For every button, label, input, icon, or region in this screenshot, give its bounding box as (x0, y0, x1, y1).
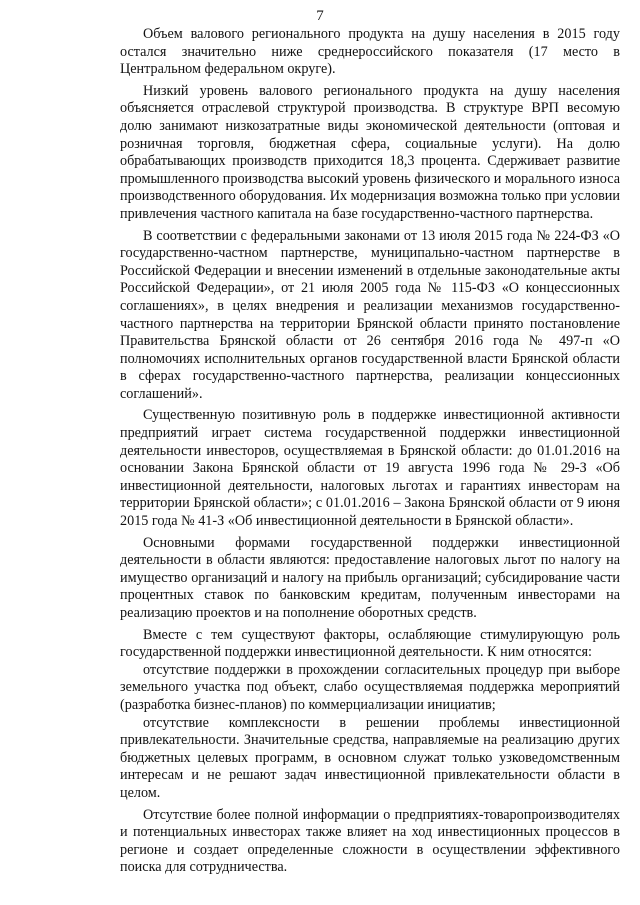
document-body (120, 26, 620, 881)
paragraph-factor-land-procedures: отсутствие поддержки в прохождении согласительных процедур при выборе земельного участка под объект, слабо осуществляемая поддержка мероприятий (разработка бизнес-планов) по коммерциализации инициатив; (120, 661, 620, 713)
paragraph-support-forms: Основными формами государственной поддержки инвестиционной деятельности в области являются: предоставление налоговых льгот по налогу на имущество организаций и налогу на прибыль организаций; субсидирование части процентных ставок по банковским кредитам, полученным инвесторами на реализацию проектов и на пополнение оборотных средств. (120, 534, 620, 621)
paragraph-ppp-legislation: В соответствии с федеральными законами от 13 июля 2015 года № 224-ФЗ «О государственно-частном партнерстве, муниципально-частном партнерстве в Российской Федерации и внесении изменений в отдельные законодательные акты Российской Федерации», от 21 июля 2005 года № 115-ФЗ «О концессионных соглашениях», в целях внедрения и реализации механизмов государственно-частного партнерства на территории Брянской области принято постановление Правительства Брянской области от 26 сентября 2016 года № 497-п «О полномочиях исполнительных органов государственной власти Брянской области в сферах государственно-частного партнерства, реализации концессионных соглашений». (120, 227, 620, 402)
paragraph-weakening-factors: Вместе с тем существуют факторы, ослабляющие стимулирующую роль государственной поддержки инвестиционной деятельности. К ним относятся: (120, 626, 620, 661)
paragraph-information-gap: Отсутствие более полной информации о предприятиях-товаропроизводителях и потенциальных инвесторах также влияет на ход инвестиционных процессов в регионе и создает определенные сложности в осуществлении эффективного поиска для сотрудничества. (120, 806, 620, 876)
paragraph-factor-lack-of-complexity: отсутствие комплексности в решении проблемы инвестиционной привлекательности. Значительные средства, направляемые на реализацию других бюджетных целевых программ, в основном служат только узковедомственным интересам и не решают задач инвестиционной привлекательности области в целом. (120, 714, 620, 801)
page-number: 7 (316, 8, 324, 24)
paragraph-state-support-system: Существенную позитивную роль в поддержке инвестиционной активности предприятий играет система государственной поддержки инвестиционной деятельности инвесторов, осуществляемая в Брянской области: до 01.01.2016 на основании Закона Брянской области от 19 августа 1996 года № 29-З «Об инвестиционной деятельности, налоговых льготах и гарантиях инвесторам на территории Брянской области»; с 01.01.2016 – Закона Брянской области от 9 июня 2015 года № 41-З «Об инвестиционной деятельности в Брянской области». (120, 407, 620, 530)
paragraph-industry-structure: Низкий уровень валового регионального продукта на душу населения объясняется отраслевой структурой производства. В структуре ВРП весомую долю занимают низкозатратные виды экономической деятельности (оптовая и розничная торговля, бюджетная сфера, социальные услуги). На долю обрабатывающих производств приходится 18,3 процента. Сдерживает развитие промышленного производства высокий уровень физического и морального износа производственного оборудования. Их модернизация возможна только при условии привлечения частного капитала на базе государственно-частного партнерства. (120, 82, 620, 222)
paragraph-grp-per-capita: Объем валового регионального продукта на душу населения в 2015 году остался значительно ниже среднероссийского показателя (17 место в Центральном федеральном округе). (120, 26, 620, 78)
